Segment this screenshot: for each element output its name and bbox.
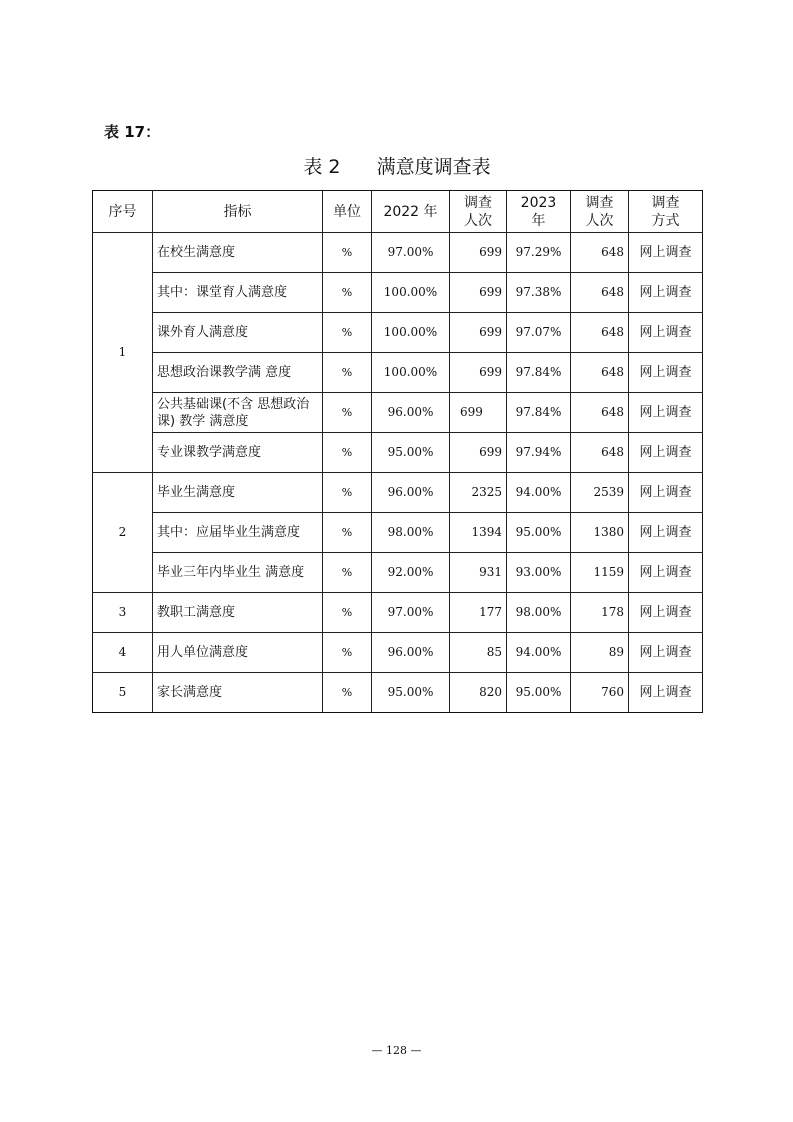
count-2023-cell: 89 <box>571 633 629 673</box>
table-row <box>93 433 703 473</box>
value-2022-cell: 92.00% <box>372 553 450 593</box>
method-cell: 网上调查 <box>629 353 703 393</box>
count-2023-cell: 2539 <box>571 473 629 513</box>
table-row <box>93 393 703 433</box>
seq-cell: 1 <box>93 233 153 473</box>
value-2022-cell: 96.00% <box>372 473 450 513</box>
count-2023-cell: 1159 <box>571 553 629 593</box>
table-row <box>93 673 703 713</box>
header-count-2022: 调查 人次 <box>450 191 507 233</box>
table-row <box>93 473 703 513</box>
header-unit: 单位 <box>323 191 372 233</box>
table-row <box>93 553 703 593</box>
page-number: — 128 — <box>371 1044 422 1057</box>
unit-cell: % <box>323 353 372 393</box>
value-2023-cell: 93.00% <box>507 553 571 593</box>
unit-cell: % <box>323 433 372 473</box>
metric-cell: 毕业三年内毕业生 满意度 <box>153 553 323 593</box>
metric-cell: 其中：课堂育人满意度 <box>153 273 323 313</box>
header-row <box>93 191 703 233</box>
count-2023-cell: 178 <box>571 593 629 633</box>
metric-cell: 毕业生满意度 <box>153 473 323 513</box>
value-2022-cell: 100.00% <box>372 313 450 353</box>
value-2023-cell: 97.07% <box>507 313 571 353</box>
method-cell: 网上调查 <box>629 633 703 673</box>
value-2023-cell: 97.84% <box>507 353 571 393</box>
value-2022-cell: 97.00% <box>372 593 450 633</box>
satisfaction-survey-table <box>92 190 703 713</box>
count-2022-cell: 177 <box>450 593 507 633</box>
seq-cell: 4 <box>93 633 153 673</box>
unit-cell: % <box>323 233 372 273</box>
method-cell: 网上调查 <box>629 233 703 273</box>
metric-cell: 家长满意度 <box>153 673 323 713</box>
seq-cell: 5 <box>93 673 153 713</box>
table-row <box>93 233 703 273</box>
table-row <box>93 313 703 353</box>
count-2022-cell: 699 <box>450 393 507 433</box>
count-2023-cell: 648 <box>571 393 629 433</box>
method-cell: 网上调查 <box>629 433 703 473</box>
metric-cell: 教职工满意度 <box>153 593 323 633</box>
header-seq: 序号 <box>93 191 153 233</box>
value-2023-cell: 94.00% <box>507 633 571 673</box>
value-2022-cell: 97.00% <box>372 233 450 273</box>
count-2022-cell: 699 <box>450 353 507 393</box>
table-caption: 表 2 满意度调查表 <box>303 156 491 178</box>
method-cell: 网上调查 <box>629 273 703 313</box>
table-row <box>93 273 703 313</box>
unit-cell: % <box>323 473 372 513</box>
unit-cell: % <box>323 593 372 633</box>
metric-cell: 专业课教学满意度 <box>153 433 323 473</box>
count-2023-cell: 648 <box>571 233 629 273</box>
table-row <box>93 353 703 393</box>
value-2023-cell: 95.00% <box>507 673 571 713</box>
method-cell: 网上调查 <box>629 673 703 713</box>
metric-cell: 用人单位满意度 <box>153 633 323 673</box>
metric-cell: 思想政治课教学满 意度 <box>153 353 323 393</box>
value-2023-cell: 97.29% <box>507 233 571 273</box>
method-cell: 网上调查 <box>629 513 703 553</box>
count-2022-cell: 85 <box>450 633 507 673</box>
method-cell: 网上调查 <box>629 553 703 593</box>
metric-cell: 在校生满意度 <box>153 233 323 273</box>
table-row <box>93 513 703 553</box>
seq-cell: 2 <box>93 473 153 593</box>
header-2022: 2022 年 <box>372 191 450 233</box>
value-2022-cell: 96.00% <box>372 633 450 673</box>
value-2022-cell: 100.00% <box>372 353 450 393</box>
unit-cell: % <box>323 553 372 593</box>
header-2023: 2023 年 <box>507 191 571 233</box>
value-2022-cell: 95.00% <box>372 673 450 713</box>
method-cell: 网上调查 <box>629 313 703 353</box>
count-2023-cell: 648 <box>571 313 629 353</box>
count-2022-cell: 1394 <box>450 513 507 553</box>
count-2022-cell: 699 <box>450 433 507 473</box>
unit-cell: % <box>323 633 372 673</box>
count-2022-cell: 2325 <box>450 473 507 513</box>
unit-cell: % <box>323 313 372 353</box>
count-2022-cell: 699 <box>450 273 507 313</box>
count-2022-cell: 699 <box>450 313 507 353</box>
metric-cell: 其中：应届毕业生满意度 <box>153 513 323 553</box>
count-2022-cell: 699 <box>450 233 507 273</box>
value-2023-cell: 97.84% <box>507 393 571 433</box>
value-2023-cell: 95.00% <box>507 513 571 553</box>
method-cell: 网上调查 <box>629 393 703 433</box>
unit-cell: % <box>323 513 372 553</box>
count-2023-cell: 1380 <box>571 513 629 553</box>
metric-cell: 公共基础课(不含 思想政治课) 教学 满意度 <box>153 393 323 433</box>
value-2023-cell: 98.00% <box>507 593 571 633</box>
table-label: 表 17： <box>104 123 161 141</box>
table-row <box>93 633 703 673</box>
count-2023-cell: 648 <box>571 353 629 393</box>
method-cell: 网上调查 <box>629 473 703 513</box>
value-2022-cell: 95.00% <box>372 433 450 473</box>
table-row <box>93 593 703 633</box>
unit-cell: % <box>323 273 372 313</box>
method-cell: 网上调查 <box>629 593 703 633</box>
header-count-2023: 调查 人次 <box>571 191 629 233</box>
seq-cell: 3 <box>93 593 153 633</box>
header-method: 调查 方式 <box>629 191 703 233</box>
count-2023-cell: 760 <box>571 673 629 713</box>
value-2023-cell: 94.00% <box>507 473 571 513</box>
value-2022-cell: 100.00% <box>372 273 450 313</box>
count-2022-cell: 820 <box>450 673 507 713</box>
unit-cell: % <box>323 673 372 713</box>
value-2022-cell: 98.00% <box>372 513 450 553</box>
value-2023-cell: 97.38% <box>507 273 571 313</box>
header-metric: 指标 <box>153 191 323 233</box>
unit-cell: % <box>323 393 372 433</box>
count-2023-cell: 648 <box>571 433 629 473</box>
count-2023-cell: 648 <box>571 273 629 313</box>
value-2022-cell: 96.00% <box>372 393 450 433</box>
value-2023-cell: 97.94% <box>507 433 571 473</box>
metric-cell: 课外育人满意度 <box>153 313 323 353</box>
count-2022-cell: 931 <box>450 553 507 593</box>
